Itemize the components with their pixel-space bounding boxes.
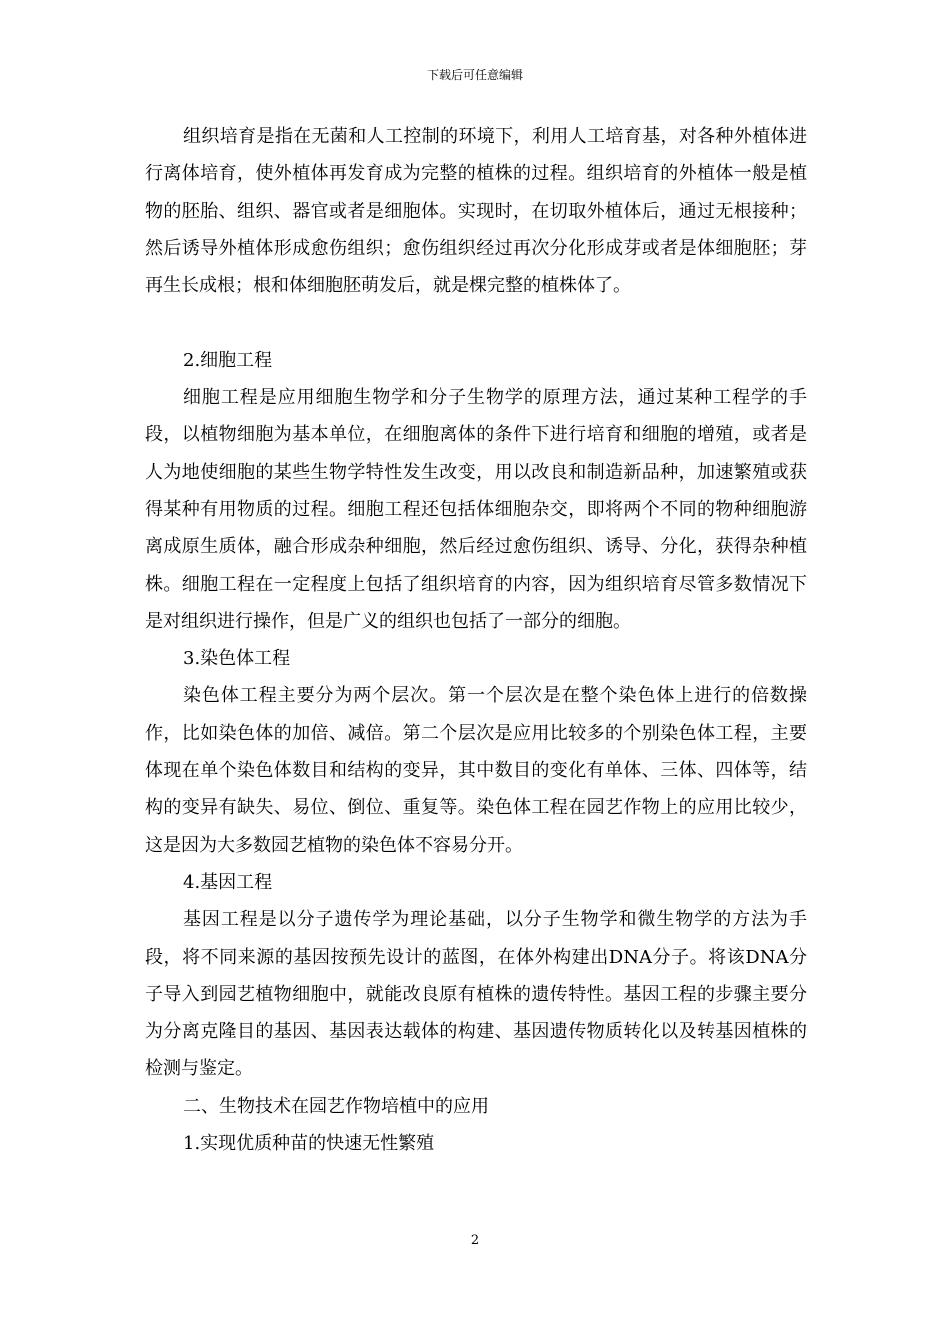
heading-rapid-propagation: 1.实现优质种苗的快速无性繁殖: [183, 1133, 435, 1155]
paragraph-gap: [145, 304, 807, 341]
paragraph-cell-engineering: 细胞工程是应用细胞生物学和分子生物学的原理方法，通过某种工程学的手段，以植物细胞为基本单位，在细胞离体的条件下进行培育和细胞的增殖，或者是人为地使细胞的某些生物学特性发生改变，用以改良和制造新品种，加速繁殖或获得某种有用物质的过程。细胞工程还包括体细胞杂交，即将两个不同的物种细胞游离成原生质体，融合形成杂种细胞，然后经过愈伤组织、诱导、分化，获得杂种植株。细胞工程在一定程度上包括了组织培育的内容，因为组织培育尽管多数情况下是对组织进行操作，但是广义的组织也包括了一部分的细胞。: [145, 387, 807, 632]
page-number: 2: [470, 1233, 480, 1248]
heading-section-two: 二、生物技术在园艺作物培植中的应用: [183, 1095, 489, 1117]
document-body: [145, 118, 807, 1162]
paragraph-tissue-culture: 组织培育是指在无菌和人工控制的环境下，利用人工培育基，对各种外植体进行离体培育，使外植体再发育成为完整的植株的过程。组织培育的外植体一般是植物的胚胎、组织、器官或者是细胞体。实现时，在切取外植体后，通过无根接种；然后诱导外植体形成愈伤组织；愈伤组织经过再次分化形成芽或者是体细胞胚；芽再生长成根；根和体细胞胚萌发后，就是棵完整的植株体了。: [145, 126, 807, 297]
heading-chromosome-engineering: 3.染色体工程: [183, 648, 291, 670]
paragraph-chromosome-engineering: 染色体工程主要分为两个层次。第一个层次是在整个染色体上进行的倍数操作，比如染色体的加倍、减倍。第二个层次是应用比较多的个别染色体工程，主要体现在单个染色体数目和结构的变异，其中数目的变化有单体、三体、四体等，结构的变异有缺失、易位、倒位、重复等。染色体工程在园艺作物上的应用比较少，这是因为大多数园艺植物的染色体不容易分开。: [145, 685, 807, 856]
page-header: 下载后可任意编辑: [426, 68, 523, 82]
heading-gene-engineering: 4.基因工程: [183, 871, 273, 893]
heading-cell-engineering: 2.细胞工程: [183, 349, 273, 371]
paragraph-gene-engineering: 基因工程是以分子遗传学为理论基础，以分子生物学和微生物学的方法为手段，将不同来源的基因按预先设计的蓝图，在体外构建出DNA分子。将该DNA分子导入到园艺植物细胞中，就能改良原有植株的遗传特性。基因工程的步骤主要分为分离克隆目的基因、基因表达载体的构建、基因遗传物质转化以及转基因植株的检测与鉴定。: [145, 909, 807, 1080]
